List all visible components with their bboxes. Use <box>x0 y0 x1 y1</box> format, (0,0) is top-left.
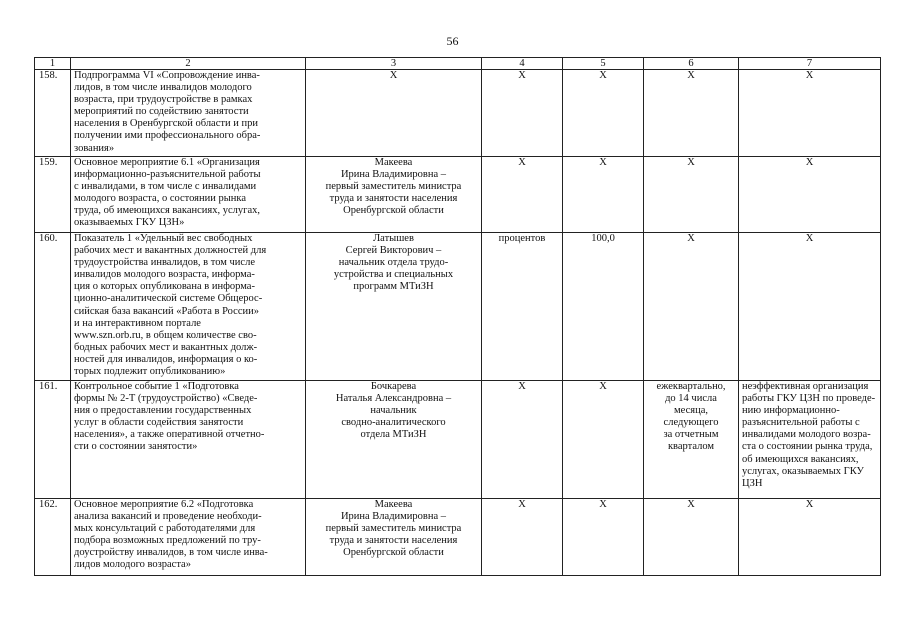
row-unit: X <box>482 381 563 499</box>
table-row <box>35 381 881 499</box>
column-header: 5 <box>563 58 644 70</box>
row-number: 159. <box>35 157 71 233</box>
row-number: 161. <box>35 381 71 499</box>
row-consequences: неэффективная организация работы ГКУ ЦЗН по проведе- нию информационно- разъяснительной работы с инвалидами молодого возра- ста о состоянии рынка труда, об имеющихся вакансиях, услугах, оказываемых ГКУ ЦЗН <box>739 381 881 499</box>
row-term: X <box>644 70 739 157</box>
row-term: X <box>644 233 739 381</box>
column-header: 6 <box>644 58 739 70</box>
page-number: 56 <box>446 34 459 48</box>
row-number: 162. <box>35 499 71 576</box>
row-value: X <box>563 70 644 157</box>
table-row <box>35 157 881 233</box>
row-responsible: X <box>306 70 482 157</box>
table-row <box>35 233 881 381</box>
row-name: Показатель 1 «Удельный вес свободных рабочих мест и вакантных должностей для трудоустройства инвалидов, в том числе инвалидов молодого возраста, информа- ция о которых опубликована в информа- ционно-аналитической системе Общерос- сийская база вакансий «Работа в России» и на интерактивном портале www.szn.orb.ru, в общем количестве сво- бодных рабочих мест и вакантных долж- ностей для инвалидов, информация о ко- торых подлежит опубликованию» <box>71 233 306 381</box>
column-header: 7 <box>739 58 881 70</box>
table-row <box>35 499 881 576</box>
row-number: 158. <box>35 70 71 157</box>
row-responsible: Макеева Ирина Владимировна – первый заместитель министра труда и занятости населения Оренбургской области <box>306 157 482 233</box>
row-term: ежеквартально, до 14 числа месяца, следующего за отчетным кварталом <box>644 381 739 499</box>
row-responsible: Бочкарева Наталья Александровна – начальник сводно-аналитического отдела МТиЗН <box>306 381 482 499</box>
table-row <box>35 70 881 157</box>
row-consequences: X <box>739 499 881 576</box>
row-number: 160. <box>35 233 71 381</box>
row-name: Основное мероприятие 6.2 «Подготовка анализа вакансий и проведение необходи- мых консультаций с работодателями для подбора возможных предложений по тру- доустройству инвалидов, в том числе инва- лидов молодого возраста» <box>71 499 306 576</box>
row-unit: процентов <box>482 233 563 381</box>
table-header-row <box>35 58 881 70</box>
report-table <box>34 57 881 576</box>
row-value: X <box>563 157 644 233</box>
row-consequences: X <box>739 233 881 381</box>
row-unit: X <box>482 157 563 233</box>
row-value: 100,0 <box>563 233 644 381</box>
column-header: 2 <box>71 58 306 70</box>
row-responsible: Макеева Ирина Владимировна – первый заместитель министра труда и занятости населения Оренбургской области <box>306 499 482 576</box>
row-term: X <box>644 157 739 233</box>
row-name: Контрольное событие 1 «Подготовка формы № 2-Т (трудоустройство) «Сведе- ния о предоставлении государственных услуг в области содействия занятости населения», а также оперативной отчетно- сти о состоянии занятости» <box>71 381 306 499</box>
column-header: 1 <box>35 58 71 70</box>
row-responsible: Латышев Сергей Викторович – начальник отдела трудо- устройства и специальных программ МТиЗН <box>306 233 482 381</box>
row-value: X <box>563 381 644 499</box>
row-unit: X <box>482 70 563 157</box>
row-term: X <box>644 499 739 576</box>
column-header: 3 <box>306 58 482 70</box>
row-name: Основное мероприятие 6.1 «Организация информационно-разъяснительной работы с инвалидами, в том числе с инвалидами молодого возраста, о состоянии рынка труда, об имеющихся вакансиях, услугах, оказываемых ГКУ ЦЗН» <box>71 157 306 233</box>
row-unit: X <box>482 499 563 576</box>
row-name: Подпрограмма VI «Сопровождение инва- лидов, в том числе инвалидов молодого возраста, при трудоустройстве в рамках мероприятий по содействию занятости населения в Оренбургской области и при получении ими профессионального обра- зования» <box>71 70 306 157</box>
row-value: X <box>563 499 644 576</box>
row-consequences: X <box>739 70 881 157</box>
row-consequences: X <box>739 157 881 233</box>
column-header: 4 <box>482 58 563 70</box>
